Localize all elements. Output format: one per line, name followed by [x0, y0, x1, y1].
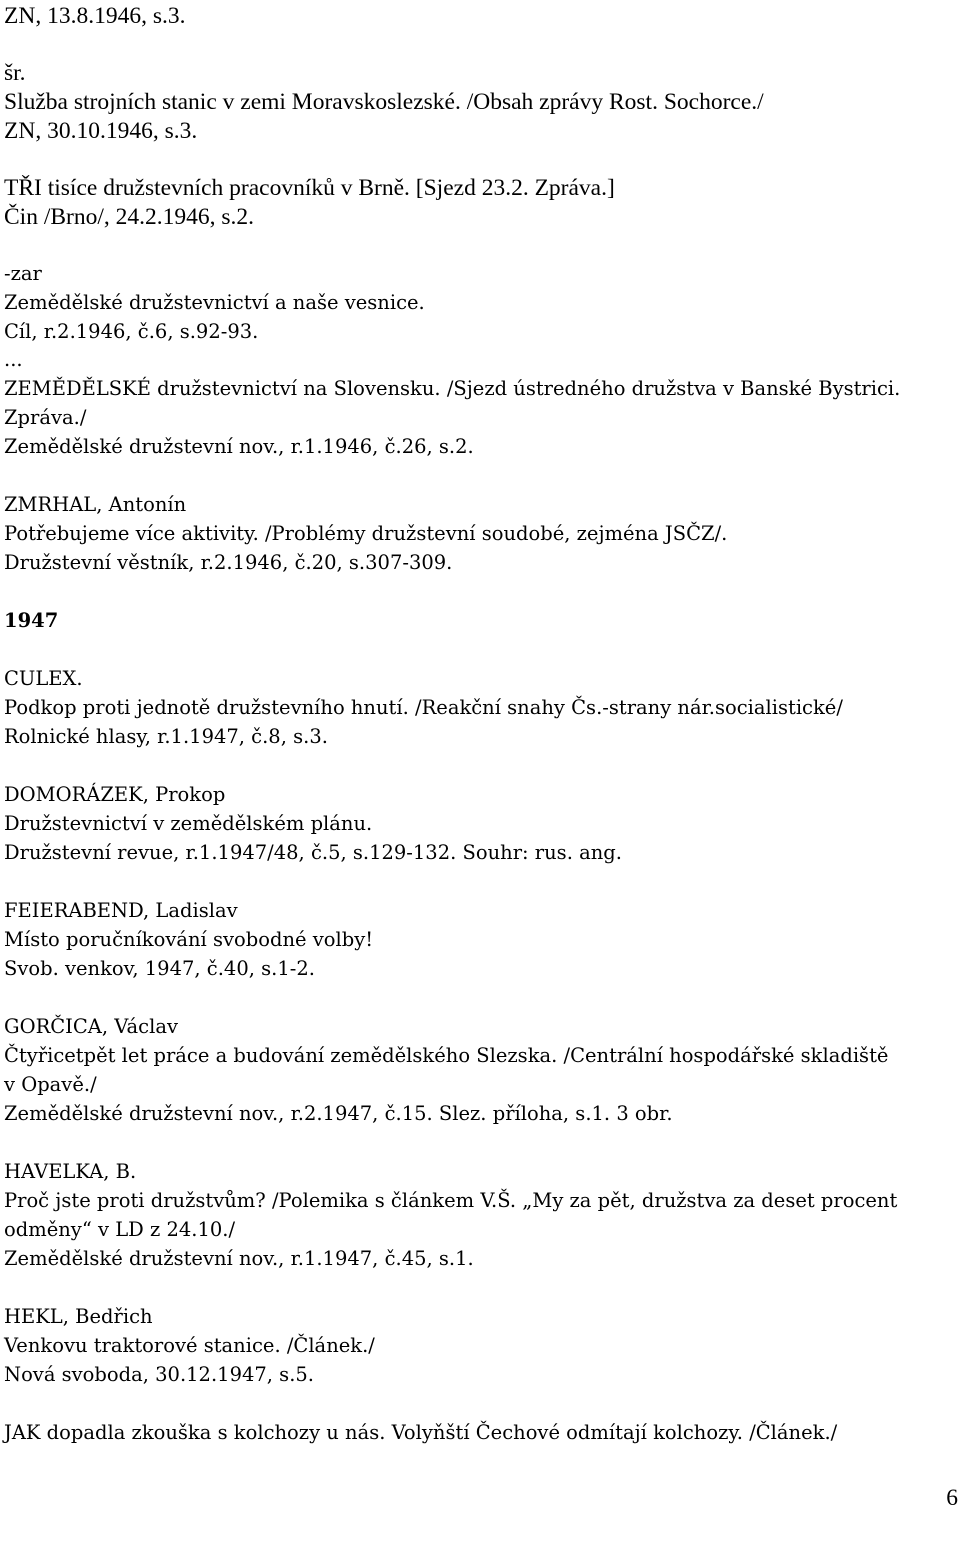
- title-line: Zemědělské družstevnictví a naše vesnice.: [4, 291, 425, 314]
- title-line: Potřebujeme více aktivity. /Problémy družstevní soudobé, zejména JSČZ/.: [4, 522, 728, 545]
- citation-line: Zemědělské družstevní nov., r.2.1947, č.15. Slez. příloha, s.1. 3 obr.: [4, 1102, 673, 1125]
- title-line: Proč jste proti družstvům? /Polemika s článkem V.Š. „My za pět, družstva za deset procent: [4, 1189, 898, 1212]
- author-line: HEKL, Bedřich: [4, 1305, 153, 1328]
- author-line: ...: [4, 348, 23, 371]
- page-number: 6: [946, 1485, 958, 1511]
- citation-line: Čin /Brno/, 24.2.1946, s.2.: [4, 204, 255, 230]
- title-line: Služba strojních stanic v zemi Moravskoslezské. /Obsah zprávy Rost. Sochorce./: [4, 89, 764, 115]
- title-line: Místo poručníkování svobodné volby!: [4, 928, 374, 951]
- author-line: FEIERABEND, Ladislav: [4, 899, 238, 922]
- title-line: Zpráva./: [4, 406, 87, 429]
- title-line: Čtyřicetpět let práce a budování zemědělského Slezska. /Centrální hospodářské skladiště: [4, 1044, 889, 1067]
- title-line: Družstevnictví v zemědělském plánu.: [4, 812, 373, 835]
- citation-line: Cíl, r.2.1946, č.6, s.92-93.: [4, 320, 259, 343]
- author-line: HAVELKA, B.: [4, 1160, 137, 1183]
- citation-line: Nová svoboda, 30.12.1947, s.5.: [4, 1363, 314, 1386]
- year-heading: 1947: [4, 609, 59, 632]
- title-line: TŘI tisíce družstevních pracovníků v Brně. [Sjezd 23.2. Zpráva.]: [4, 175, 615, 201]
- author-line: CULEX.: [4, 667, 83, 690]
- title-line: ZEMĚDĚLSKÉ družstevnictví na Slovensku. /Sjezd ústredného družstva v Banské Bystrici.: [4, 377, 901, 400]
- author-line: šr.: [4, 60, 26, 86]
- title-line: JAK dopadla zkouška s kolchozy u nás. Volyňští Čechové odmítají kolchozy. /Článek./: [4, 1421, 838, 1444]
- citation-line: Svob. venkov, 1947, č.40, s.1-2.: [4, 957, 315, 980]
- citation-line: ZN, 30.10.1946, s.3.: [4, 118, 198, 144]
- citation-line: Družstevní věstník, r.2.1946, č.20, s.307-309.: [4, 551, 453, 574]
- title-line: odměny“ v LD z 24.10./: [4, 1218, 236, 1241]
- author-line: -zar: [4, 262, 42, 285]
- citation-line: ZN, 13.8.1946, s.3.: [4, 3, 186, 29]
- citation-line: Zemědělské družstevní nov., r.1.1947, č.45, s.1.: [4, 1247, 474, 1270]
- citation-line: Družstevní revue, r.1.1947/48, č.5, s.129-132. Souhr: rus. ang.: [4, 841, 622, 864]
- citation-line: Rolnické hlasy, r.1.1947, č.8, s.3.: [4, 725, 328, 748]
- author-line: ZMRHAL, Antonín: [4, 493, 187, 516]
- citation-line: Zemědělské družstevní nov., r.1.1946, č.26, s.2.: [4, 435, 474, 458]
- author-line: GORČICA, Václav: [4, 1015, 178, 1038]
- title-line: Venkovu traktorové stanice. /Článek./: [4, 1334, 375, 1357]
- author-line: DOMORÁZEK, Prokop: [4, 783, 226, 806]
- title-line: v Opavě./: [4, 1073, 97, 1096]
- title-line: Podkop proti jednotě družstevního hnutí. /Reakční snahy Čs.-strany nár.socialistické/: [4, 696, 843, 719]
